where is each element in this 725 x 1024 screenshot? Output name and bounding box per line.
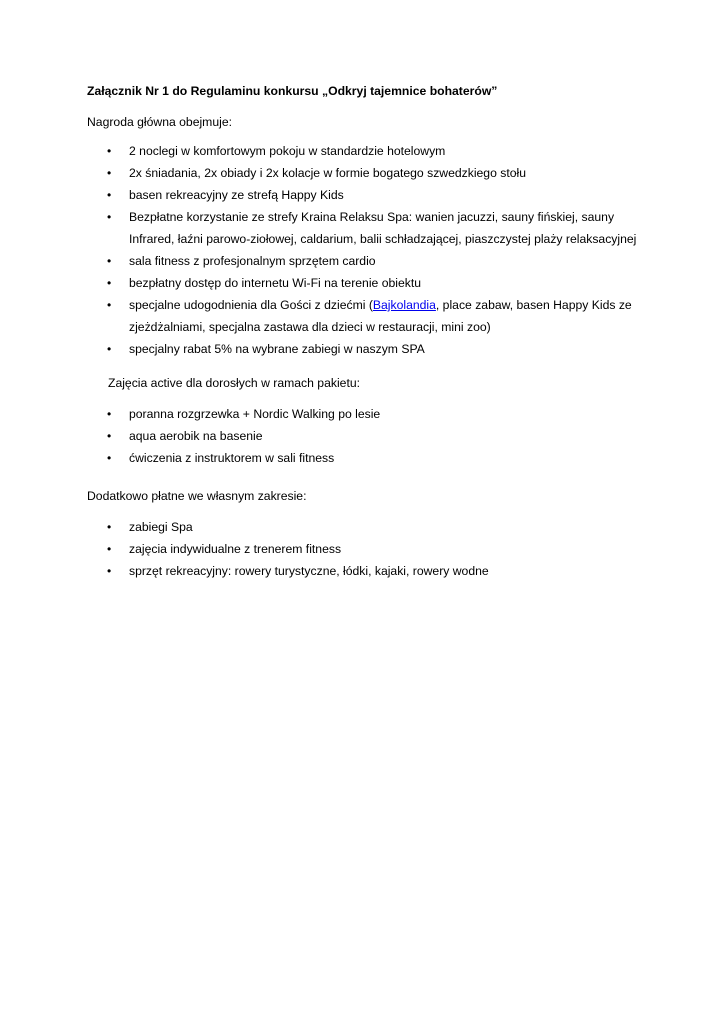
list-item-text: ćwiczenia z instruktorem w sali fitness <box>129 451 335 465</box>
list-item-text: aqua aerobik na basenie <box>129 429 263 443</box>
list-item <box>0 184 636 206</box>
bullet-icon: • <box>107 188 112 202</box>
section-heading-active-classes: Zajęcia active dla dorosłych w ramach pakietu: <box>108 376 360 390</box>
bullet-icon: • <box>107 451 112 465</box>
active-classes-list <box>0 403 380 469</box>
list-item-text: specjalne udogodnienia dla Gości z dziećmi ( <box>129 298 373 312</box>
bullet-icon: • <box>107 210 112 224</box>
list-item-text-after-link: , place zabaw, basen Happy Kids ze <box>435 298 632 312</box>
bullet-icon: • <box>107 298 112 312</box>
bullet-icon: • <box>107 276 112 290</box>
list-item-text: poranna rozgrzewka + Nordic Walking po lesie <box>129 407 381 421</box>
list-item-text: 2 noclegi w komfortowym pokoju w standardzie hotelowym <box>129 144 446 158</box>
list-item-text: 2x śniadania, 2x obiady i 2x kolacje w formie bogatego szwedzkiego stołu <box>129 166 526 180</box>
list-item-text: specjalny rabat 5% na wybrane zabiegi w naszym SPA <box>129 342 425 356</box>
list-item-text: Bezpłatne korzystanie ze strefy Kraina Relaksu Spa: wanien jacuzzi, sauny fińskiej, sauny <box>129 210 615 224</box>
bullet-icon: • <box>107 407 112 421</box>
list-item <box>0 272 636 294</box>
bajkolandia-link[interactable]: Bajkolandia <box>372 298 436 312</box>
bullet-icon: • <box>107 564 112 578</box>
bullet-icon: • <box>107 542 112 556</box>
list-item-text: zajęcia indywidualne z trenerem fitness <box>129 542 342 556</box>
list-item-text-continued: Infrared, łaźni parowo-ziołowej, caldarium, balii schładzającej, piaszczystej plaży relaksacyjnej <box>129 232 637 246</box>
list-item-text: sprzęt rekreacyjny: rowery turystyczne, łódki, kajaki, rowery wodne <box>129 564 489 578</box>
section-heading-extra-paid: Dodatkowo płatne we własnym zakresie: <box>87 489 307 503</box>
document-title: Załącznik Nr 1 do Regulaminu konkursu „Odkryj tajemnice bohaterów” <box>87 84 498 98</box>
bullet-icon: • <box>107 254 112 268</box>
list-item <box>0 338 636 360</box>
list-item <box>0 403 380 425</box>
list-item <box>0 162 636 184</box>
list-item-text: bezpłatny dostęp do internetu Wi-Fi na terenie obiektu <box>129 276 421 290</box>
list-item <box>0 538 489 560</box>
bullet-icon: • <box>107 166 112 180</box>
extra-paid-list <box>0 516 489 582</box>
list-item-text-continued: zjeżdżalniami, specjalna zastawa dla dzieci w restauracji, mini zoo) <box>129 320 491 334</box>
list-item-text: zabiegi Spa <box>129 520 193 534</box>
bullet-icon: • <box>107 429 112 443</box>
section-heading-main-prize: Nagroda główna obejmuje: <box>87 115 232 129</box>
list-item-text: basen rekreacyjny ze strefą Happy Kids <box>129 188 344 202</box>
list-item <box>0 447 380 469</box>
list-item <box>0 516 489 538</box>
bullet-icon: • <box>107 520 112 534</box>
list-item <box>0 140 636 162</box>
list-item <box>0 425 380 447</box>
list-item <box>0 560 489 582</box>
list-item <box>0 250 636 272</box>
main-prize-list <box>0 140 636 360</box>
bullet-icon: • <box>107 342 112 356</box>
list-item-text: sala fitness z profesjonalnym sprzętem cardio <box>129 254 376 268</box>
bullet-icon: • <box>107 144 112 158</box>
list-item <box>0 294 636 338</box>
list-item <box>0 206 636 250</box>
